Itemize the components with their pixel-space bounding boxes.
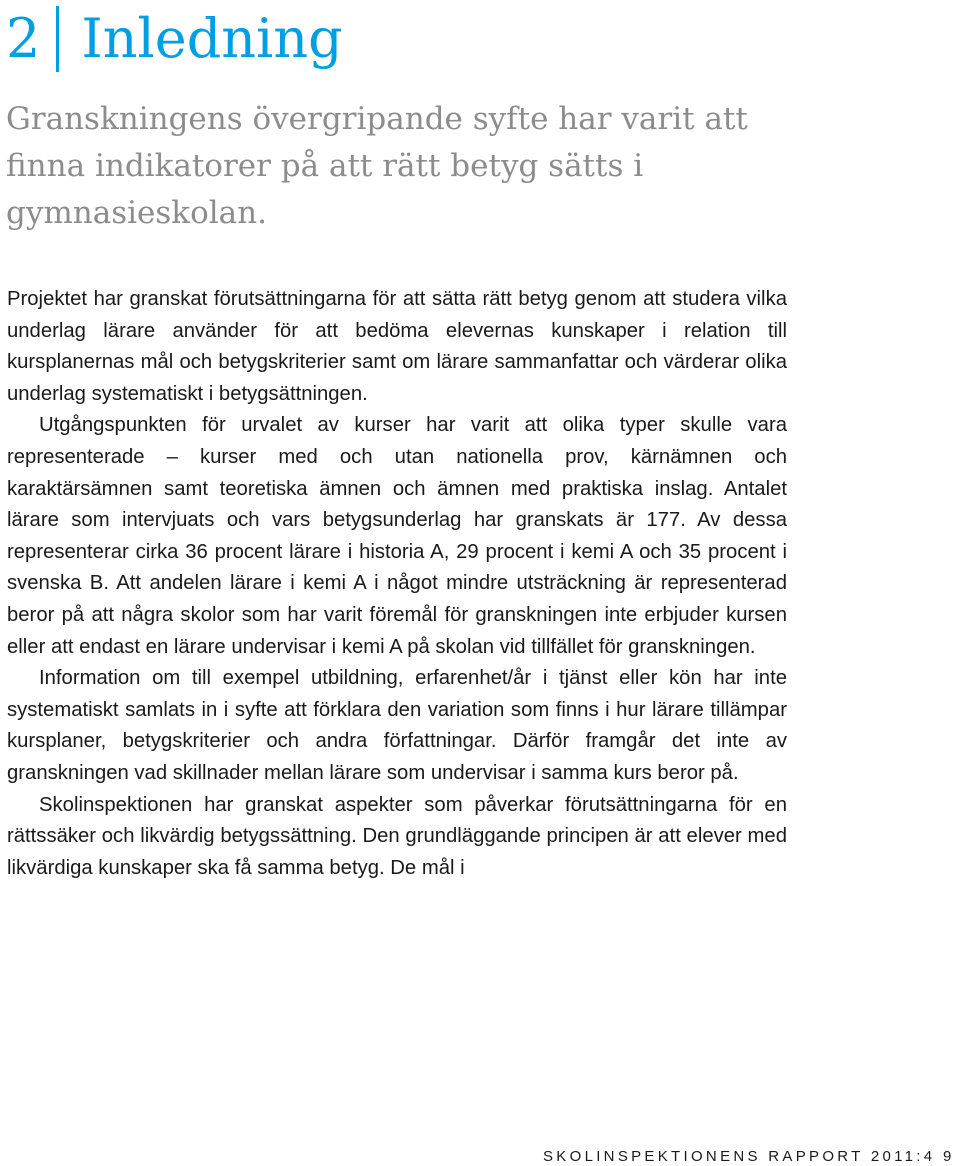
chapter-number: 2: [6, 7, 41, 70]
intro-lead-text: Granskningens övergripande syfte har varit att finna indikatorer på att rätt betyg sätts i gymnasieskolan.: [6, 101, 748, 231]
page-footer: [0, 1146, 960, 1166]
body-text: [7, 284, 787, 884]
report-label: SKOLINSPEKTIONENS RAPPORT 2011:4: [543, 1148, 936, 1165]
chapter-divider: [56, 6, 59, 72]
body-paragraph-2: Utgångspunkten för urvalet av kurser har varit att olika typer skulle vara representerade – kurser med och utan nationella prov, kärnämnen och karaktärsämnen samt teoretiska ämnen och ämnen med praktiska inslag. Antalet lärare som intervjuats och vars betygsunderlag har granskats är 177. Av dessa representerar cirka 36 procent lärare i historia A, 29 procent i kemi A och 35 procent i svenska B. Att andelen lärare i kemi A i något mindre utsträckning är representerad beror på att några skolor som har varit föremål för granskningen inte erbjuder kursen eller att endast en lärare undervisar i kemi A på skolan vid tillfället för granskningen.: [7, 414, 787, 658]
body-paragraph-1: Projektet har granskat förutsättningarna för att sätta rätt betyg genom att studera vilka underlag lärare använder för att bedöma elevernas kunskaper i relation till kursplanernas mål och betygskriterier samt om lärare sammanfattar och värderar olika underlag systematiskt i betygsättningen.: [7, 288, 787, 405]
page-number: 9: [943, 1148, 952, 1165]
chapter-title: Inledning: [81, 7, 343, 70]
body-paragraph-4: Skolinspektionen har granskat aspekter som påverkar förutsättningarna för en rättssäker och likvärdig betygssättning. Den grundläggande principen är att elever med likvärdiga kunskaper ska få samma betyg. De mål i: [7, 793, 787, 879]
body-paragraph-3: Information om till exempel utbildning, erfarenhet/år i tjänst eller kön har inte systematiskt samlats in i syfte att förklara den variation som finns i hur lärare tillämpar kursplaner, betygskriterier och andra författningar. Därför framgår det inte av granskningen vad skillnader mellan lärare som undervisar i samma kurs beror på.: [7, 667, 787, 784]
chapter-heading: [6, 2, 343, 76]
